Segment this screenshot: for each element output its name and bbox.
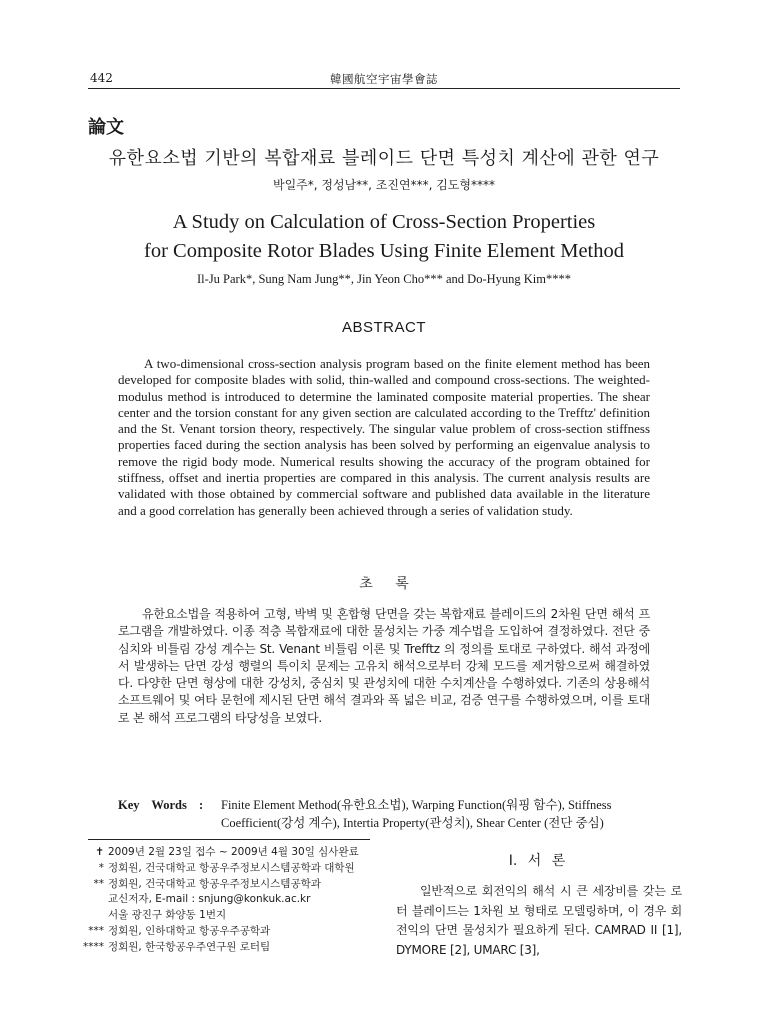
english-title-line-2: for Composite Rotor Blades Using Finite Element Method [144, 240, 624, 262]
footnote-author-3 [80, 924, 380, 940]
page-number: 442 [90, 71, 113, 85]
footnote-corresponding [80, 892, 380, 908]
journal-name: 韓國航空宇宙學會誌 [330, 72, 438, 86]
footnote-mark: ✝ [95, 846, 104, 858]
korean-title: 유한요소법 기반의 복합재료 블레이드 단면 특성치 계산에 관한 연구 [108, 148, 660, 169]
keywords-text: Finite Element Method(유한요소법), Warping Function(워핑 함수), Stiffness Coefficient(강성 계수), Intertia Property(관성치), Shear Center (전단 중심) [221, 798, 612, 830]
footnote-text: 정회원, 건국대학교 항공우주정보시스템공학과 대학원 [108, 861, 355, 874]
keywords [118, 796, 650, 832]
footnote-address [80, 908, 380, 924]
header-rule [88, 88, 680, 89]
footnotes [80, 845, 380, 956]
footnote-mark [80, 892, 108, 908]
footnote-text: 2009년 2월 23일 접수 ~ 2009년 4월 30일 심사완료 [108, 846, 359, 858]
footnote-text: 서울 광진구 화양동 1번지 [108, 909, 227, 922]
footnote-text: 정회원, 건국대학교 항공우주정보시스템공학과 [108, 877, 321, 890]
footnote-text: 정회원, 한국항공우주연구원 로터팀 [108, 940, 271, 953]
footnote-text: 교신저자, E-mail : snjung@konkuk.ac.kr [108, 893, 311, 906]
footnote-mark: **** [83, 940, 104, 953]
keywords-label: Key Words : [118, 798, 204, 812]
footnote-received [80, 845, 380, 861]
footnote-author-1 [80, 861, 380, 877]
korean-abstract-heading: 초 록 [359, 576, 409, 592]
footnote-mark: *** [88, 924, 104, 937]
english-authors: Il-Ju Park*, Sung Nam Jung**, Jin Yeon Cho*** and Do-Hyung Kim**** [197, 272, 571, 286]
footnote-mark: ** [93, 877, 104, 890]
korean-authors: 박일주*, 정성남**, 조진연***, 김도형**** [273, 178, 495, 192]
korean-abstract-text: 유한요소법을 적용하여 고형, 박벽 및 혼합형 단면을 갖는 복합재료 블레이드의 2차원 단면 해석 프로그램을 개발하였다. 이종 적층 복합재료에 대한 물성치는 가중 계수법을 도입하여 결정하였다. 전단 중심치와 비틀림 강성 계수는 St. Venant 비틀림 이론 및 Trefftz 의 정의를 토대로 구하였다. 해석 과정에서 발생하는 단면 강성 행렬의 특이치 문제는 고유치 해석으로부터 강체 모드를 제거함으로써 해결하였다. 다양한 단면 형상에 대한 강성치, 중심치 및 관성치에 대한 수치계산을 수행하였다. 기존의 상용해석 소프트웨어 및 여타 문헌에 제시된 단면 해석 결과와 폭 넓은 비교, 검증 연구를 수행하였으며, 이를 토대로 본 해석 프로그램의 타당성을 보였다. [118, 607, 650, 725]
english-title-line-1: A Study on Calculation of Cross-Section Properties [172, 211, 596, 233]
article-type: 論文 [88, 117, 124, 138]
footnote-author-2 [80, 877, 380, 893]
footnote-rule [88, 839, 370, 840]
footnote-mark: * [98, 861, 104, 874]
footnote-text: 정회원, 인하대학교 항공우주공학과 [108, 924, 271, 937]
introduction-text: 일반적으로 회전익의 해석 시 큰 세장비를 갖는 로터 블레이드는 1차원 보 형태로 모델링하며, 이 경우 회전익의 단면 물성치가 필요하게 된다. CAMRAD II [1], DYMORE [2], UMARC [3], [396, 884, 682, 958]
footnote-author-4 [80, 940, 380, 956]
footnote-mark [80, 908, 108, 924]
abstract-heading: ABSTRACT [341, 319, 426, 336]
abstract-text: A two-dimensional cross-section analysis program based on the finite element method has been developed for composite blades with solid, thin-walled and compound cross-sections. The weighted-modulus method is introduced to determine the laminated composite material properties. The shear center and the torsion constant for any given section are calculated according to the Trefftz' definition and the St. Venant torsion theory, respectively. The singular value problem of cross-section stiffness properties faced during the section analysis has been solved by performing an eigenvalue analysis to remove the rigid body mode. Numerical results showing the accuracy of the program obtained for stiffness, offset and inertia properties are compared in this analysis. The current analysis results are validated with those obtained by commercial software and published data available in the literature and a good correlation has generally been achieved through a series of validation study. [118, 356, 650, 518]
section-heading: Ⅰ. 서 론 [508, 853, 566, 869]
